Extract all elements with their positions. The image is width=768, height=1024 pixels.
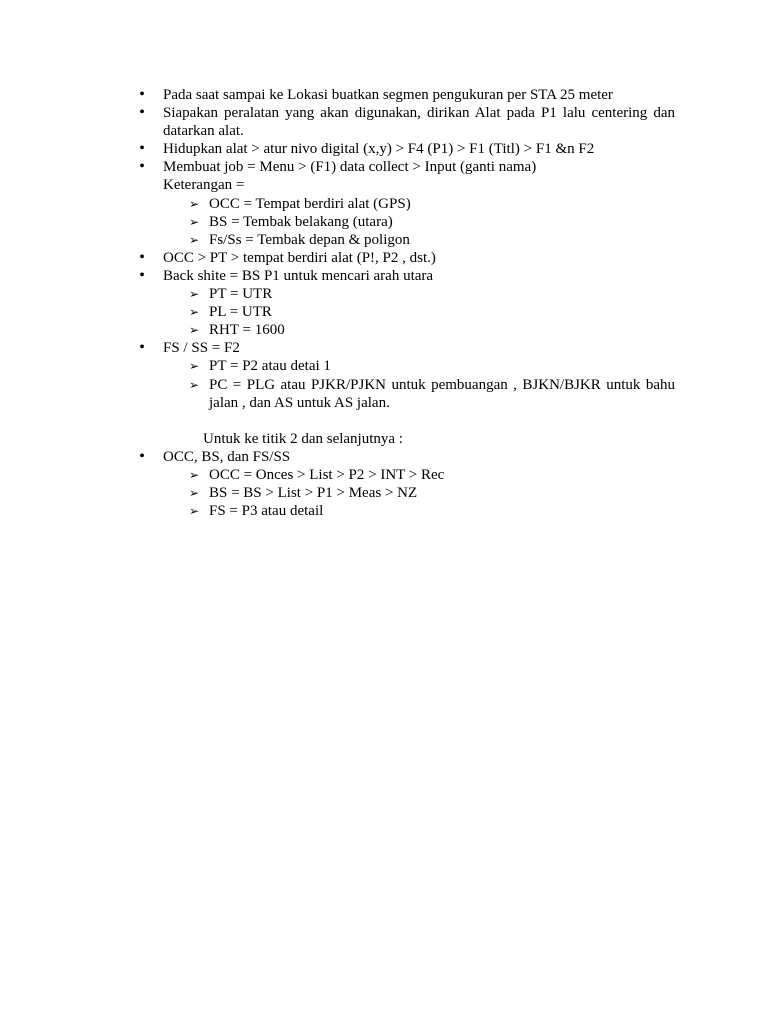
sub-bullet-item [163,502,675,520]
indented-paragraph [163,430,675,448]
arrow-bullet-icon: ➢ [189,232,200,247]
bullet-item [139,266,675,285]
bullet-item [139,447,675,466]
arrow-bullet-icon: ➢ [189,196,200,211]
arrow-bullet-icon: ➢ [189,359,200,374]
item-text: PT = UTR [209,286,273,303]
bullet-item [139,158,675,176]
item-text: FS / SS = F2 [163,340,240,357]
item-text: PC = PLG atau PJKR/PJKN untuk pembuangan , BJKN/BJKR untuk bahu jalan , dan AS untuk AS jalan. [209,376,675,411]
bullet-item [139,86,675,104]
item-text: Siapakan peralatan yang akan digunakan, dirikan Alat pada P1 lalu centering dan datarkan alat. [163,105,675,140]
bullet-dot-icon: • [139,104,145,122]
arrow-bullet-icon: ➢ [189,467,200,482]
item-text: BS = Tembak belakang (utara) [209,213,393,230]
item-text: PL = UTR [209,304,272,321]
item-text: OCC = Tempat berdiri alat (GPS) [209,195,411,212]
item-text: Pada saat sampai ke Lokasi buatkan segmen pengukuran per STA 25 meter [163,87,613,103]
item-text: OCC > PT > tempat berdiri alat (P!, P2 , dst.) [163,249,436,266]
sub-bullet-item [163,285,675,303]
item-text: Membuat job = Menu > (F1) data collect > Input (ganti nama) [163,159,537,176]
bullet-dot-icon: • [139,339,145,357]
item-text: OCC = Onces > List > P2 > INT > Rec [209,466,445,483]
bullet-dot-icon: • [139,86,145,103]
blank-line [163,412,675,430]
document-body [139,86,675,520]
bullet-item [139,248,675,267]
bullet-dot-icon: • [139,447,145,465]
bullet-item [139,339,675,357]
sub-bullet-item [163,195,675,213]
arrow-bullet-icon: ➢ [189,486,200,501]
sub-bullet-item [163,376,675,412]
paragraph [163,176,675,194]
bullet-dot-icon: • [139,140,145,158]
arrow-bullet-icon: ➢ [189,287,200,302]
sub-bullet-item [163,213,675,231]
sub-bullet-item [163,484,675,502]
arrow-bullet-icon: ➢ [189,305,200,320]
sub-bullet-item [163,357,675,375]
item-text: PT = P2 atau detai 1 [209,358,331,375]
bullet-item [139,140,675,158]
item-text: Back shite = BS P1 untuk mencari arah utara [163,267,434,284]
bullet-dot-icon: • [139,248,145,266]
bullet-dot-icon: • [139,158,145,176]
item-text: Hidupkan alat > atur nivo digital (x,y) > F4 (P1) > F1 (Titl) > F1 &n F2 [163,141,595,158]
item-text: FS = P3 atau detail [209,503,324,520]
item-text: Fs/Ss = Tembak depan & poligon [209,231,410,248]
bullet-item [139,104,675,140]
bullet-dot-icon: • [139,266,145,284]
sub-bullet-item [163,321,675,339]
arrow-bullet-icon: ➢ [189,377,200,392]
arrow-bullet-icon: ➢ [189,504,200,519]
item-text: Keterangan = [163,177,245,194]
item-text: OCC, BS, dan FS/SS [163,448,291,465]
arrow-bullet-icon: ➢ [189,214,200,229]
sub-bullet-item [163,231,675,249]
item-text: RHT = 1600 [209,322,285,339]
sub-bullet-item [163,466,675,484]
item-text: Untuk ke titik 2 dan selanjutnya : [203,430,403,447]
item-text: BS = BS > List > P1 > Meas > NZ [209,485,418,502]
arrow-bullet-icon: ➢ [189,323,200,338]
sub-bullet-item [163,303,675,321]
